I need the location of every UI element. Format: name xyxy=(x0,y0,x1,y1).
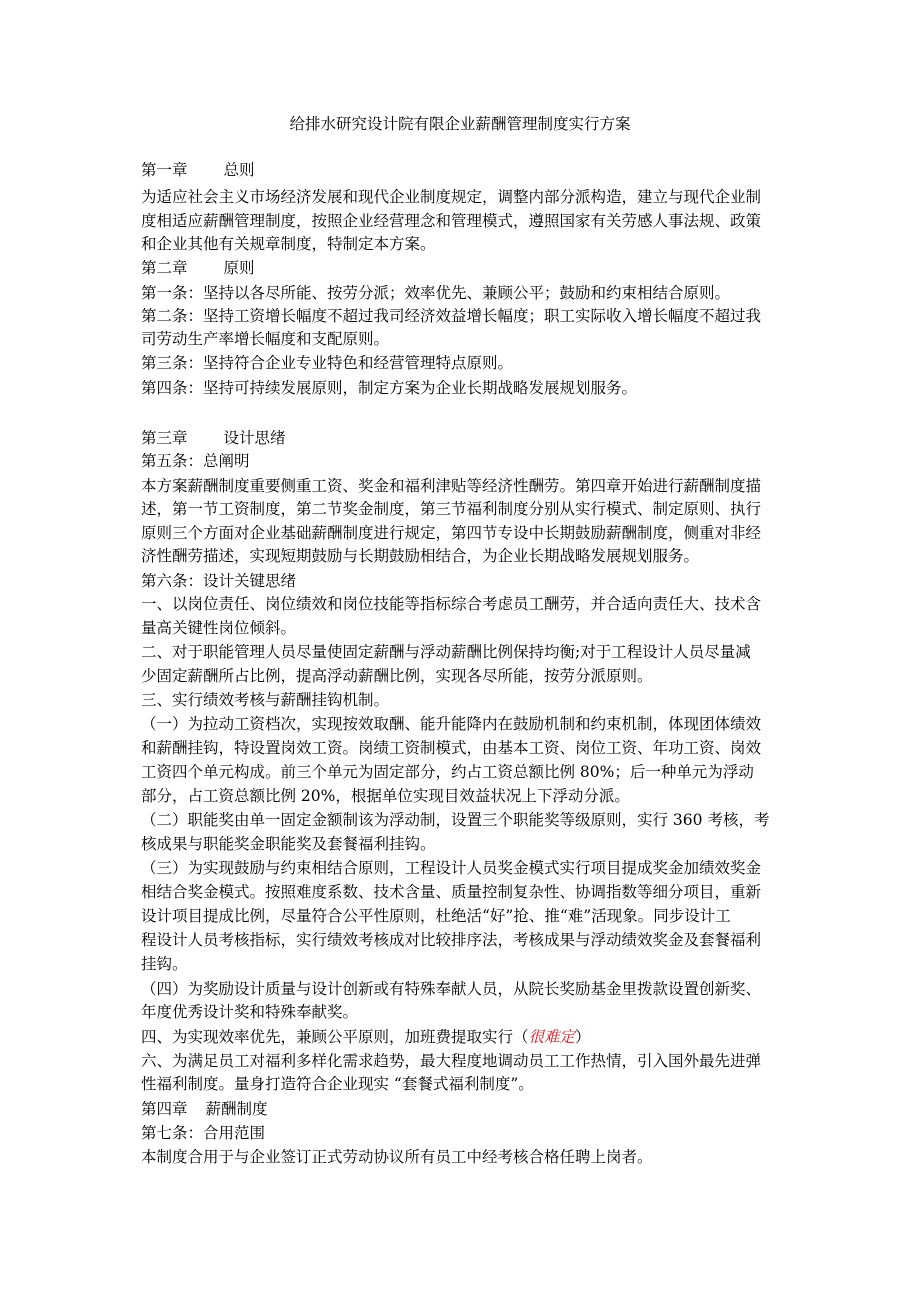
paragraph-line: 性福利制度。量身打造符合企业现实 “套餐式福利制度”。 xyxy=(141,1075,534,1093)
paragraph-line: 四、为实现效率优先，兼顾公平原则，加班费提取实行（很难定） xyxy=(141,1028,591,1046)
paragraph-line: 第六条：设计关键思绪 xyxy=(141,572,297,590)
chapter-heading: 第三章 设计思绪 xyxy=(141,429,286,447)
paragraph-line: 相结合奖金模式。按照难度系数、技术含量、质量控制复杂性、协调指数等细分项目，重新 xyxy=(141,883,762,901)
paragraph-line: 核成果与职能奖金职能奖及套餐福利挂钩。 xyxy=(141,835,436,853)
paragraph-line: 程设计人员考核指标，实行绩效考核成对比较排序法，考核成果与浮动绩效奖金及套餐福利 xyxy=(141,931,762,949)
paragraph-line: 设计项目提成比例，尽量符合公平性原则，杜绝活“好”抢、推“难”活现象。同步设计工 xyxy=(141,907,731,925)
paragraph-line: 第一条：坚持以各尽所能、按劳分派；效率优先、兼顾公平；鼓励和约束相结合原则。 xyxy=(141,284,731,302)
paragraph-line: 一、以岗位责任、岗位绩效和岗位技能等指标综合考虑员工酬劳，并合适向责任大、技术含 xyxy=(141,595,762,613)
paragraph-line: 第三条：坚持符合企业专业特色和经营管理特点原则。 xyxy=(141,354,514,372)
paragraph-line: 工资四个单元构成。前三个单元为固定部分，约占工资总额比例 80%；后一种单元为浮动 xyxy=(141,763,754,781)
paragraph-line: 年度优秀设计奖和特殊奉献奖。 xyxy=(141,1003,359,1021)
paragraph-line: 和薪酬挂钩，特设置岗效工资。岗绩工资制模式，由基本工资、岗位工资、年功工资、岗效 xyxy=(141,739,762,757)
paragraph-line: 司劳动生产率增长幅度和支配原则。 xyxy=(141,330,390,348)
paragraph-line: 第七条：合用范围 xyxy=(141,1124,266,1142)
paragraph-line: （四）为奖励设计质量与设计创新或有特殊奉献人员，从院长奖励基金里拨款设置创新奖、 xyxy=(141,980,762,998)
paragraph-line: 二、对于职能管理人员尽量使固定薪酬与浮动薪酬比例保持均衡;对于工程设计人员尽量减 xyxy=(141,643,751,661)
paragraph-line: 挂钩。 xyxy=(141,955,188,973)
annotation-note: 很难定 xyxy=(528,1028,576,1046)
paragraph-line: （三）为实现鼓励与约束相结合原则，工程设计人员奖金模式实行项目提成奖金加绩效奖金 xyxy=(141,859,762,877)
paragraph-line: 本制度合用于与企业签订正式劳动协议所有员工中经考核合格任聘上岗者。 xyxy=(141,1148,653,1166)
chapter-heading: 第四章 薪酬制度 xyxy=(141,1100,268,1118)
paragraph-line: （二）职能奖由单一固定金额制该为浮动制，设置三个职能奖等级原则，实行 360 考核，考 xyxy=(141,811,770,829)
paragraph-line: 度相适应薪酬管理制度，按照企业经营理念和管理模式，遵照国家有关劳感人事法规、政策 xyxy=(141,212,762,230)
document-title: 给排水研究设计院有限企业薪酬管理制度实行方案 xyxy=(289,115,631,133)
paragraph-line: 本方案薪酬制度重要侧重工资、奖金和福利津贴等经济性酬劳。第四章开始进行薪酬制度描 xyxy=(141,477,762,495)
paragraph-line: 济性酬劳描述，实现短期鼓励与长期鼓励相结合，为企业长期战略发展规划服务。 xyxy=(141,547,700,565)
paragraph-line: 第二条：坚持工资增长幅度不超过我司经济效益增长幅度；职工实际收入增长幅度不超过我 xyxy=(141,307,762,325)
paragraph-line: 述，第一节工资制度，第二节奖金制度，第三节福利制度分别从实行模式、制定原则、执行 xyxy=(141,500,762,518)
paragraph-line: 三、实行绩效考核与薪酬挂钩机制。 xyxy=(141,691,390,709)
paragraph-line: 第四条：坚持可持续发展原则，制定方案为企业长期战略发展规划服务。 xyxy=(141,379,638,397)
paragraph-line: 六、为满足员工对福利多样化需求趋势，最大程度地调动员工工作热情，引入国外最先进弹 xyxy=(141,1052,762,1070)
chapter-heading: 第一章 总则 xyxy=(141,161,255,179)
paragraph-line: 原则三个方面对企业基础薪酬制度进行规定，第四节专设中长期鼓励薪酬制度，侧重对非经 xyxy=(141,524,762,542)
paragraph-line: 第五条：总阐明 xyxy=(141,452,250,470)
chapter-heading: 第二章 原则 xyxy=(141,259,255,277)
paragraph-line: 少固定薪酬所占比例，提高浮动薪酬比例，实现各尽所能，按劳分派原则。 xyxy=(141,667,653,685)
paragraph-line: 为适应社会主义市场经济发展和现代企业制度规定，调整内部分派构造，建立与现代企业制 xyxy=(141,188,762,206)
paragraph-line: 量高关键性岗位倾斜。 xyxy=(141,619,297,637)
paragraph-line: 部分，占工资总额比例 20%，根据单位实现目效益状况上下浮动分派。 xyxy=(141,787,630,805)
paragraph-line: （一）为拉动工资档次，实现按效取酬、能升能降内在鼓励机制和约束机制，体现团体绩效 xyxy=(141,715,762,733)
paragraph-line: 和企业其他有关规章制度，特制定本方案。 xyxy=(141,235,436,253)
